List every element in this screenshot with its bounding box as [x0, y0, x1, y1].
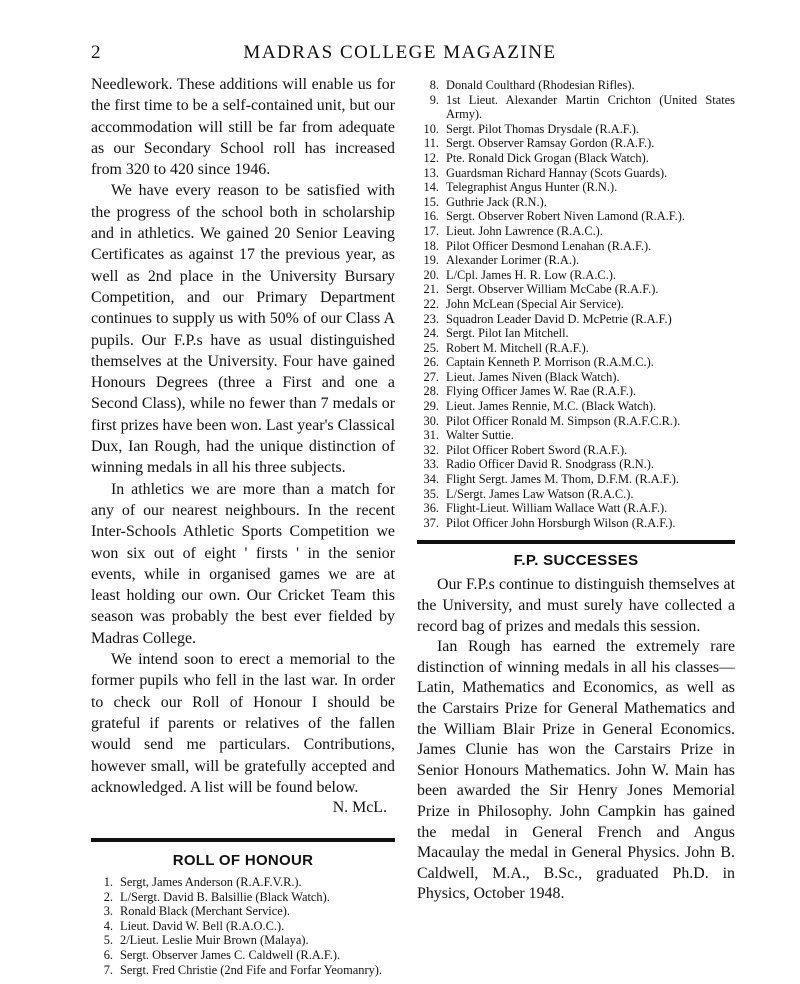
entry-number: 25.	[423, 340, 439, 355]
entry-name: John McLean (Special Air Service).	[446, 296, 624, 311]
fp-paragraph: Our F.P.s continue to distinguish themselves at the University, and must surely have collected a record bag of prizes and medals this session.	[417, 576, 735, 635]
entry-number: 8.	[429, 78, 439, 92]
entry-name: 1st Lieut. Alexander Martin Crichton (United States Army).	[446, 92, 735, 122]
entry-number: 26.	[423, 355, 439, 370]
entry-name: Pilot Officer Desmond Lenahan (R.A.F.).	[446, 238, 652, 253]
list-item	[417, 195, 735, 210]
entry-name: Captain Kenneth P. Morrison (R.A.M.C.).	[446, 355, 654, 370]
entry-name: Radio Officer David R. Snodgrass (R.N.).	[446, 457, 654, 472]
entry-name: Walter Suttie.	[446, 428, 514, 443]
entry-number: 12.	[423, 150, 439, 165]
right-column	[417, 78, 735, 905]
entry-name: Lieut. James Niven (Black Watch).	[446, 369, 620, 384]
entry-number: 24.	[423, 326, 439, 341]
editorial-paragraph: We have every reason to be satisfied with the progress of the school both in scholarship and in athletics. We gained 20 Senior Leaving Certificates as against 17 the previous year, as well as 2nd place in the University Bursary Competition, and our Primary Department continues to supply us with 50% of our Class A pupils. Our F.P.s have as usual distinguished themselves at the University. Four have gained Honours Degrees (three a First and one a Second Class), while no fewer than 7 medals or first prizes have been won. Last year's Classical Dux, Ian Rough, had the unique distinction of winning medals in all his three subjects.	[91, 182, 395, 477]
entry-name: Sergt. Pilot Thomas Drysdale (R.A.F.).	[446, 121, 640, 136]
entry-name: Flight-Lieut. William Wallace Watt (R.A.F.).	[446, 501, 668, 516]
list-item	[417, 472, 735, 487]
list-item	[417, 93, 735, 122]
list-item	[91, 904, 395, 919]
entry-number: 16.	[423, 209, 439, 224]
list-item	[91, 948, 395, 963]
list-item	[417, 487, 735, 502]
entry-name: Guardsman Richard Hannay (Scots Guards).	[446, 165, 668, 180]
entry-number: 19.	[423, 253, 439, 268]
list-item	[91, 933, 395, 948]
entry-number: 18.	[423, 238, 439, 253]
entry-name: Lieut. John Lawrence (R.A.C.).	[446, 223, 603, 238]
entry-name: Guthrie Jack (R.N.).	[446, 194, 547, 209]
entry-number: 22.	[423, 296, 439, 311]
list-item	[417, 457, 735, 472]
entry-number: 10.	[423, 121, 439, 136]
entry-number: 36.	[423, 501, 439, 516]
entry-number: 17.	[423, 223, 439, 238]
section-divider	[417, 540, 735, 544]
list-item	[417, 516, 735, 531]
entry-number: 14.	[423, 180, 439, 195]
entry-name: Squadron Leader David D. McPetrie (R.A.F.)	[446, 311, 672, 326]
list-item	[91, 875, 395, 890]
list-item	[417, 355, 735, 370]
fp-successes-title: F.P. SUCCESSES	[513, 552, 639, 570]
entry-number: 13.	[423, 165, 439, 180]
entry-number: 28.	[423, 384, 439, 399]
entry-number: 23.	[423, 311, 439, 326]
entry-number: 4.	[103, 918, 113, 933]
entry-number: 9.	[429, 92, 439, 107]
entry-name: Lieut. David W. Bell (R.A.O.C.).	[120, 918, 285, 933]
fp-paragraph: Ian Rough has earned the extremely rare distinction of winning medals in all his classes—Latin, Mathematics and Economics, as well as the Carstairs Prize for General Mathematics and the William Blair Prize in General Economics. James Clunie has won the Carstairs Prize in Senior Honours Mathematics. John W. Main has been awarded the Sir Henry Jones Memorial Prize in Philosophy. John Campkin has gained the medal in General French and Angus Macaulay the medal in General Physics. John B. Caldwell, M.A., B.Sc., graduated Ph.D. in Physics, October 1948.	[417, 638, 735, 903]
entry-name: Sergt. Pilot Ian Mitchell.	[446, 326, 569, 341]
entry-number: 33.	[423, 457, 439, 472]
list-item	[417, 151, 735, 166]
entry-name: Telegraphist Angus Hunter (R.N.).	[446, 180, 618, 195]
list-item	[417, 428, 735, 443]
entry-number: 30.	[423, 413, 439, 428]
list-item	[417, 501, 735, 516]
entry-name: Sergt. Observer Ramsay Gordon (R.A.F.).	[446, 136, 655, 151]
entry-name: Pilot Officer Robert Sword (R.A.F.).	[446, 442, 628, 457]
entry-name: Alexander Lorimer (R.A.).	[446, 253, 580, 268]
entry-number: 31.	[423, 428, 439, 443]
entry-name: Flying Officer James W. Rae (R.A.F.).	[446, 384, 637, 399]
entry-name: Lieut. James Rennie, M.C. (Black Watch).	[446, 399, 657, 414]
entry-number: 34.	[423, 472, 439, 487]
entry-number: 7.	[103, 962, 113, 977]
entry-number: 32.	[423, 442, 439, 457]
list-item	[417, 180, 735, 195]
entry-number: 27.	[423, 369, 439, 384]
entry-name: Sergt, James Anderson (R.A.F.V.R.).	[120, 875, 302, 890]
entry-name: L/Cpl. James H. R. Low (R.A.C.).	[446, 267, 617, 282]
entry-name: 2/Lieut. Leslie Muir Brown (Malaya).	[120, 933, 309, 948]
entry-number: 6.	[103, 948, 113, 963]
entry-name: Robert M. Mitchell (R.A.F.).	[446, 340, 589, 355]
entry-number: 20.	[423, 267, 439, 282]
entry-number: 15.	[423, 194, 439, 209]
list-item	[91, 963, 395, 978]
entry-name: L/Sergt. James Law Watson (R.A.C.).	[446, 486, 634, 501]
entry-name: L/Sergt. David B. Balsillie (Black Watch).	[120, 889, 330, 904]
entry-number: 1.	[103, 875, 113, 890]
entry-name: Sergt. Observer William McCabe (R.A.F.).	[446, 282, 659, 297]
list-item	[417, 297, 735, 312]
entry-name: Pilot Officer Ronald M. Simpson (R.A.F.C.R.).	[446, 413, 681, 428]
entry-number: 35.	[423, 486, 439, 501]
editorial-paragraph: In athletics we are more than a match for any of our nearest neighbours. In the recent Inter-Schools Athletic Sports Competition we won six out of eight ' firsts ' in the senior events, while in organised games we are at least holding our own. Our Cricket Team this season was probably the best ever fielded by Madras College.	[91, 480, 395, 647]
roll-of-honour-list-part-1	[91, 875, 395, 977]
list-item	[91, 890, 395, 905]
entry-number: 37.	[423, 515, 439, 530]
entry-name: Ronald Black (Merchant Service).	[120, 904, 290, 919]
page-number: 2	[91, 42, 101, 63]
entry-name: Flight Sergt. James M. Thom, D.F.M. (R.A.F.).	[446, 472, 680, 487]
editorial-signature: N. McL.	[332, 799, 387, 817]
list-item	[417, 239, 735, 254]
list-item	[417, 268, 735, 283]
list-item	[417, 78, 735, 93]
entry-name: Pilot Officer John Horsburgh Wilson (R.A.F.).	[446, 515, 676, 530]
list-item	[417, 326, 735, 341]
editorial-paragraph: We intend soon to erect a memorial to the former pupils who fell in the last war. In order to check our Roll of Honour I should be grateful if parents or relatives of the fallen would send me particulars. Contributions, however small, will be gratefully accepted and acknowledged. A list will be found below.	[91, 651, 395, 796]
list-item	[417, 384, 735, 399]
list-item	[417, 209, 735, 224]
list-item	[417, 224, 735, 239]
list-item	[91, 919, 395, 934]
entry-number: 11.	[423, 136, 439, 151]
running-title: MADRAS COLLEGE MAGAZINE	[243, 42, 557, 63]
roll-of-honour-title: ROLL OF HONOUR	[172, 852, 314, 870]
entry-number: 2.	[103, 889, 113, 904]
left-column	[91, 74, 395, 977]
list-item	[417, 253, 735, 268]
list-item	[417, 370, 735, 385]
editorial-paragraph: Needlework. These additions will enable us for the first time to be a self-contained unit, but our accommodation will still be far from adequate as our Secondary School roll has increased from 320 to 420 since 1946.	[91, 76, 395, 179]
list-item	[417, 443, 735, 458]
list-item	[417, 414, 735, 429]
list-item	[417, 341, 735, 356]
entry-number: 21.	[423, 282, 439, 297]
list-item	[417, 399, 735, 414]
list-item	[417, 166, 735, 181]
entry-name: Sergt. Observer James C. Caldwell (R.A.F.).	[120, 948, 341, 963]
section-divider	[91, 838, 395, 842]
list-item	[417, 282, 735, 297]
entry-name: Donald Coulthard (Rhodesian Rifles).	[446, 78, 635, 92]
list-item	[417, 122, 735, 137]
entry-name: Sergt. Observer Robert Niven Lamond (R.A.F.).	[446, 209, 685, 224]
list-item	[417, 136, 735, 151]
entry-name: Sergt. Fred Christie (2nd Fife and Forfar Yeomanry).	[120, 962, 383, 977]
entry-number: 3.	[103, 904, 113, 919]
entry-number: 29.	[423, 399, 439, 414]
roll-of-honour-list-part-2	[417, 78, 735, 530]
entry-number: 5.	[103, 933, 113, 948]
list-item	[417, 312, 735, 327]
entry-name: Pte. Ronald Dick Grogan (Black Watch).	[446, 150, 649, 165]
